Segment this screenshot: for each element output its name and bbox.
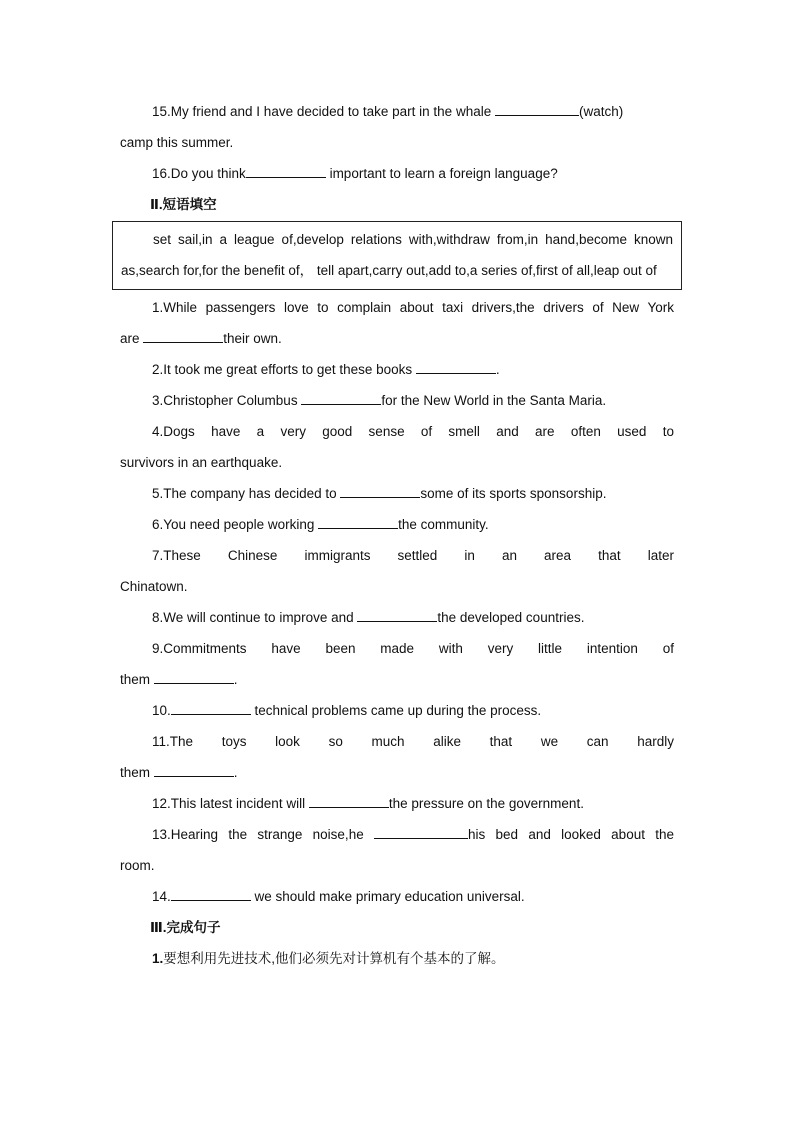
phrase-bank-text: set sail,in a league of,develop relations with,withdraw from,in hand,become known as,search for,for the benefit of， tell apart,carry out,add to,a series of,first of all,leap out of: [121, 232, 673, 278]
item-13-continued: room.: [120, 858, 155, 873]
item-13: 13.Hearing the strange noise,he his bed and looked about the: [120, 819, 674, 850]
answer-blank[interactable]: [416, 359, 496, 374]
item-3: 3.Christopher Columbus for the New World in the Santa Maria.: [120, 385, 674, 416]
item-10: 10. technical problems came up during the process.: [120, 695, 674, 726]
answer-blank[interactable]: [143, 328, 223, 343]
question-15: 15.My friend and I have decided to take part in the whale (watch): [120, 96, 674, 127]
item-1-continued: are their own.: [120, 323, 674, 354]
item-9: 9.Commitments have been made with very little intention of: [152, 641, 674, 656]
answer-blank[interactable]: [171, 700, 251, 715]
item-12: 12.This latest incident will the pressure on the government.: [120, 788, 674, 819]
question-number: 1.: [152, 951, 164, 966]
question-text: 要想利用先进技术,他们必须先对计算机有个基本的了解。: [163, 951, 505, 966]
item-7: 7.These Chinese immigrants settled in an area that later: [152, 548, 674, 563]
answer-blank[interactable]: [154, 669, 234, 684]
translation-question-1: [120, 943, 674, 974]
answer-blank[interactable]: [495, 101, 579, 116]
item-1: 1.While passengers love to complain about taxi drivers,the drivers of New York: [152, 300, 674, 315]
answer-blank[interactable]: [340, 483, 420, 498]
item-4-continued: survivors in an earthquake.: [120, 455, 283, 470]
item-11-continued: them .: [120, 757, 674, 788]
item-8: 8.We will continue to improve and the developed countries.: [120, 602, 674, 633]
answer-blank[interactable]: [246, 163, 326, 178]
answer-blank[interactable]: [374, 824, 468, 839]
worksheet-page: [120, 96, 674, 974]
item-4: 4.Dogs have a very good sense of smell and are often used to: [152, 424, 674, 439]
answer-blank[interactable]: [301, 390, 381, 405]
item-2: 2.It took me great efforts to get these books .: [120, 354, 674, 385]
answer-blank[interactable]: [154, 762, 234, 777]
item-7-continued: Chinatown.: [120, 579, 188, 594]
answer-blank[interactable]: [318, 514, 398, 529]
section-2-heading: Ⅱ.短语填空: [150, 197, 217, 212]
question-15-continued: camp this summer.: [120, 135, 234, 150]
section-3-heading: Ⅲ.完成句子: [150, 920, 221, 935]
question-16: 16.Do you think important to learn a foreign language?: [120, 158, 674, 189]
answer-blank[interactable]: [357, 607, 437, 622]
item-14: 14. we should make primary education universal.: [120, 881, 674, 912]
item-5: 5.The company has decided to some of its sports sponsorship.: [120, 478, 674, 509]
item-11: 11.The toys look so much alike that we can hardly: [152, 734, 674, 749]
item-6: 6.You need people working the community.: [120, 509, 674, 540]
answer-blank[interactable]: [171, 886, 251, 901]
phrase-bank-box: [112, 221, 682, 290]
item-9-continued: them .: [120, 664, 674, 695]
answer-blank[interactable]: [309, 793, 389, 808]
